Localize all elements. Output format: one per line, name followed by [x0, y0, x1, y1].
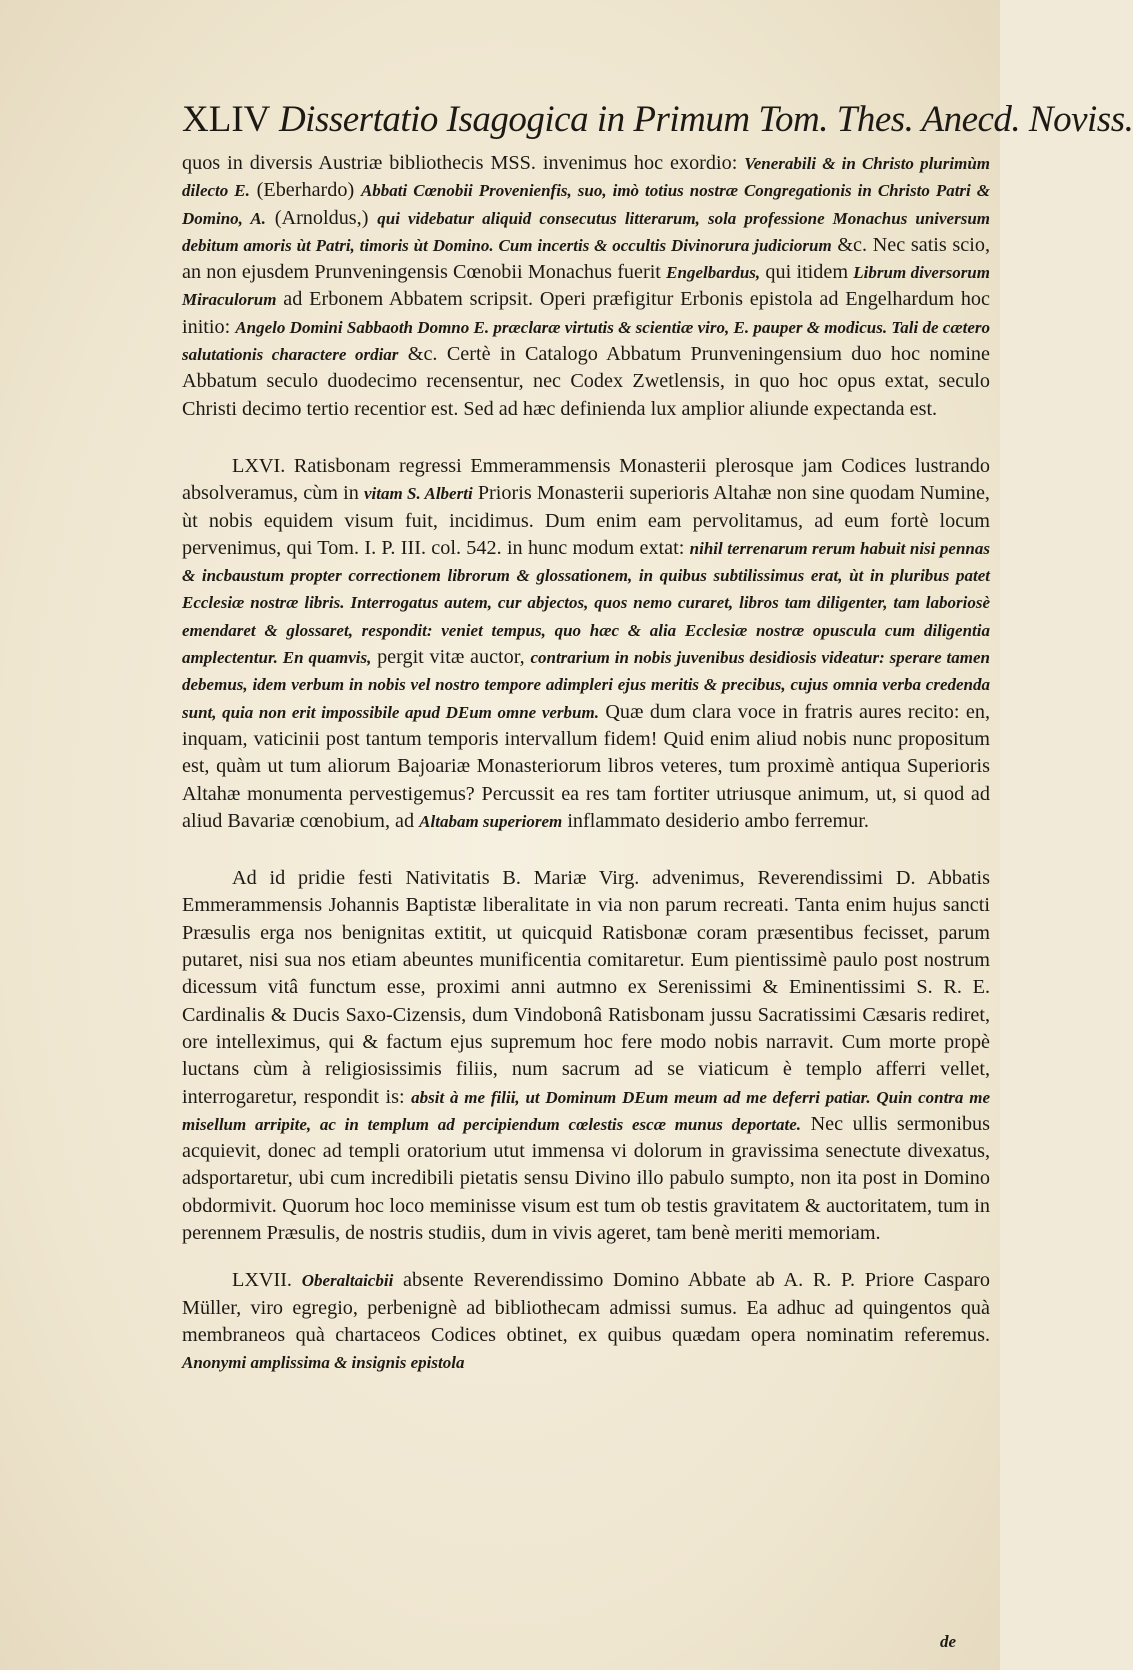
text-segment: LXVII. [232, 1269, 302, 1292]
italic-quotation: contrarium in nobis juvenibus desidiosis videatur: sperare tamen debemus, idem verbum in nobis vel nostro tempore adimpleri ejus meritis & precibus, cujus omnia verba credenda sunt, quia non erit impossibile apud DEum omne verbum. [182, 648, 990, 722]
text-segment: absente Reverendissimo Domino Abbate ab A. R. P. Priore Casparo Müller, viro egregio, perbenignè ad bibliothecam admissi sumus. Ea adhuc ad quingentos quà membraneos quà chartaceos Codices obtinet, ex quibus quædam opera nominatim referemus. [182, 1269, 991, 1346]
running-title: Dissertatio Isagogica in Primum Tom. Thes. Anecd. Noviss. [278, 99, 1133, 140]
text-segment: LXVI. Ratisbonam regressi Emmerammensis Monasterii plerosque jam Codices lustrando absolveramus, cùm in [182, 454, 990, 505]
page-numeral: XLIV [182, 99, 270, 140]
text-segment: (Eberhardo) [249, 179, 361, 202]
italic-quotation: Oberaltaicbii [301, 1271, 394, 1291]
text-segment: quos in diversis Austriæ bibliothecis MSS. invenimus hoc exordio: [182, 152, 745, 174]
text-segment: &c. Certè in Catalogo Abbatum Prunveningensium duo hoc nomine Abbatum seculo duodecimo recensentur, nec Codex Zwetlensis, in quo hoc opus extat, seculo Christi decimo tertio recentior est. Sed ad hæc definienda lux amplior aliunde expectanda est. [182, 343, 990, 420]
text-segment: ad Erbonem Abbatem scripsit. Operi præfigitur Erbonis epistola ad Engelhardum hoc initio: [182, 288, 990, 338]
italic-quotation: Abbati Cœnobii Provenienfis, suo, imò totius nostræ Congregationis in Christo Patri & Domino, A. [182, 181, 990, 228]
text-segment: qui itidem [760, 261, 854, 284]
paragraph-section-lxvii [182, 1267, 990, 1376]
italic-quotation: nihil terrenarum rerum habuit nisi pennas & incbaustum propter correctionem librorum & glossationem, in quibus subtilissimus erat, ùt in pluribus patet Ecclesiæ nostræ libris. Interrogatus autem, cur abjectos, quos nemo curaret, libros tam diligenter, tam laboriosè emendaret & glossaret, respondit: veniet tempus, quo hæc & alia Ecclesiæ nostræ opuscula cum diligentia amplectentur. En quamvis, [182, 538, 990, 668]
italic-quotation: Altabam superiorem [419, 811, 563, 831]
text-segment: Prioris Monasterii superioris Altahæ non sine quodam Numine, ùt nobis equidem visum fuit, incidimus. Dum enim eam pervolitamus, ad eum fortè locum pervenimus, qui Tom. I. P. III. col. 542. in hunc modum extat: [182, 482, 990, 559]
italic-quotation: Anonymi amplissima & insignis epistola [182, 1353, 465, 1373]
italic-quotation: Librum diversorum Miraculorum [182, 263, 990, 310]
text-segment: pergit vitæ auctor, [371, 646, 531, 669]
italic-quotation: Angelo Domini Sabbaoth Domno E. præclaræ virtutis & scientiæ viro, E. pauper & modicus. Tali de cætero salutationis charactere ordiar [182, 317, 991, 365]
paragraph-continuation [182, 150, 990, 423]
italic-quotation: vitam S. Alberti [363, 484, 473, 504]
paragraph-section-lxvi [182, 453, 990, 835]
italic-quotation: qui videbatur aliquid consecutus litterarum, sola professione Monachus universum debitum amoris ùt Patri, timoris ùt Domino. Cum incertis & occultis Divinorura judiciorum [182, 208, 990, 255]
text-segment: inflammato desiderio ambo ferremur. [562, 809, 869, 832]
paragraph-abbot-death [182, 865, 990, 1247]
text-segment: &c. Nec satis scio, an non ejusdem Prunveningensis Cœnobii Monachus fuerit [182, 233, 990, 284]
text-segment: Nec ullis sermonibus acquievit, donec ad templi oratorium utut immensa vi dolorum in gravissima senectute divexatus, adsportaretur, ubi cum incredibili pietatis sensu Divino illo pabulo sumpto, non ita post in Domino obdormivit. Quorum hoc loco meminisse visum est tum ob testis gravitatem & auctoritatem, tum in perennem Præsulis, de nostris studiis, dum in vivis ageret, tam benè meriti memoriam. [182, 1112, 991, 1244]
running-header [182, 98, 1133, 142]
text-segment: (Arnoldus,) [265, 206, 378, 229]
italic-quotation: Engelbardus, [666, 263, 761, 283]
catchword: de [940, 1632, 957, 1651]
text-segment: Quæ dum clara voce in fratris aures recito: en, inquam, vaticinii post tantum temporis intervallum fidem! Quid enim aliud nobis nunc propositum est, quàm ut tum aliorum Bajoariæ Monasteriorum libros veteres, tum proximè antiqua Superioris Altahæ monumenta pervestigemus? Percussit ea res tam fortiter utriusque animum, ut, si quod ad aliud Bavariæ cœnobium, ad [182, 700, 990, 832]
text-segment: Ad id pridie festi Nativitatis B. Mariæ Virg. advenimus, Reverendissimi D. Abbatis Emmerammensis Johannis Baptistæ liberalitate in via non parum recreati. Tanta enim hujus sancti Præsulis erga nos benignitas extitit, ut quicquid Ratisbonæ coram præsentibus fecisset, parum putaret, nisi sua nos etiam abeuntes munificentia comitaretur. Eum pientissimè paulo post nostrum dicessum vitâ functum esse, proximi anni autmno ex Serenissimi & Eminentissimi S. R. E. Cardinalis & Ducis Saxo-Cizensis, dum Vindobonâ Ratisbonam jussu Sacratissimi Cæsaris rediret, ore intelleximus, qui & factum ejus supremum hoc fere modo nobis narravit. Cum morte propè luctans cùm à religiosissimis filiis, num sacrum ad se viaticum è templo afferri vellet, interrogaretur, respondit is: [182, 867, 990, 1108]
body-text [182, 150, 990, 1376]
italic-quotation: Venerabili & in Christo plurimùm dilecto E. [182, 154, 991, 201]
italic-quotation: absit à me filii, ut Dominum DEum meum ad me deferri patiar. Quin contra me misellum arripite, ac in templum ad percipiendum cœlestis escæ munus deportate. [182, 1087, 990, 1134]
